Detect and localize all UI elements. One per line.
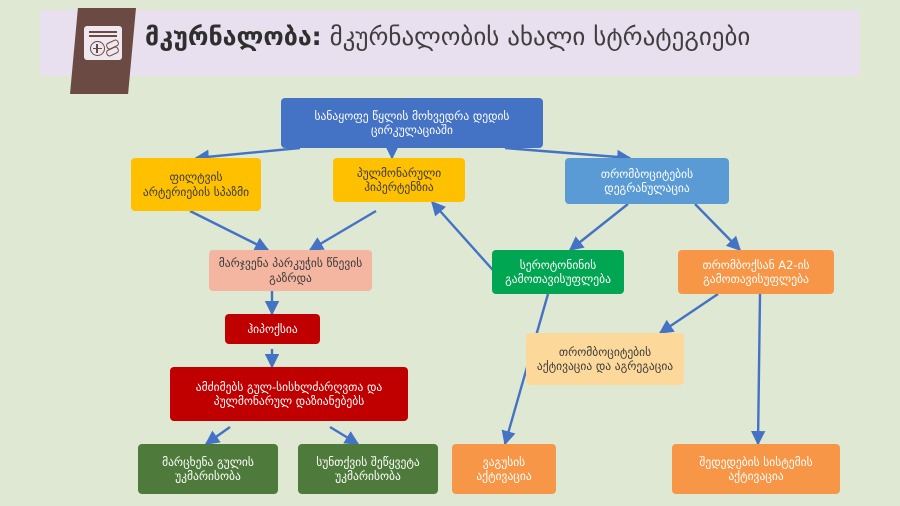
node-n5[interactable] xyxy=(209,250,372,291)
pill-box-icon xyxy=(84,26,122,60)
node-n10-label: ამძიმებს გულ-სისხლძარღვთა და პულმონარულ დაზიანებებს xyxy=(195,379,383,408)
node-n9-label: თრომბოციტების აქტივაცია და აგრეგაცია xyxy=(536,344,674,373)
node-n6[interactable] xyxy=(492,250,624,294)
node-n9[interactable] xyxy=(526,333,684,385)
page-title-rest: მკურნალობის ახალი სტრატეგიები xyxy=(321,22,751,51)
flowchart xyxy=(0,76,900,506)
node-n11-label: მარცხენა გულის უკმარისობა xyxy=(162,454,254,483)
node-n8-label: ჰიპოქსია xyxy=(247,321,298,336)
node-n3-label: პულმონარული ჰიპერტენზია xyxy=(356,165,442,194)
node-n3[interactable] xyxy=(333,158,465,202)
node-n10[interactable] xyxy=(170,367,408,421)
node-n4[interactable] xyxy=(565,158,729,204)
page-title xyxy=(145,22,845,51)
node-n14[interactable] xyxy=(672,444,840,494)
node-n8[interactable] xyxy=(225,314,320,344)
node-n14-label: შედედების სისტემის აქტივაცია xyxy=(699,454,813,483)
node-n2-label: ფილტვის არტერიების სპაზმი xyxy=(142,170,250,199)
node-n4-label: თრომბოციტების დეგრანულაცია xyxy=(600,166,694,195)
node-n6-label: სეროტონინის გამოთავისუფლება xyxy=(505,257,611,286)
node-n7-label: თრომბოქსან A2-ის გამოთავისუფლება xyxy=(702,257,810,286)
node-n11[interactable] xyxy=(138,444,278,494)
node-n5-label: მარჯვენა პარკუჭის წნევის გაზრდა xyxy=(218,256,363,285)
page-title-bold: მკურნალობა: xyxy=(145,22,322,51)
node-n1-label: სანაყოფე წყლის მოხვედრა დედის ცირკულაციაში xyxy=(314,108,510,137)
node-n13[interactable] xyxy=(452,444,556,494)
node-n1[interactable] xyxy=(281,98,543,148)
node-n13-label: ვაგუსის აქტივაცია xyxy=(476,454,532,483)
node-n7[interactable] xyxy=(678,250,834,294)
node-n2[interactable] xyxy=(131,158,261,211)
node-n12-label: სუნთქვის შეწყვეტა უკმარისობა xyxy=(316,454,420,483)
node-n12[interactable] xyxy=(298,444,438,494)
